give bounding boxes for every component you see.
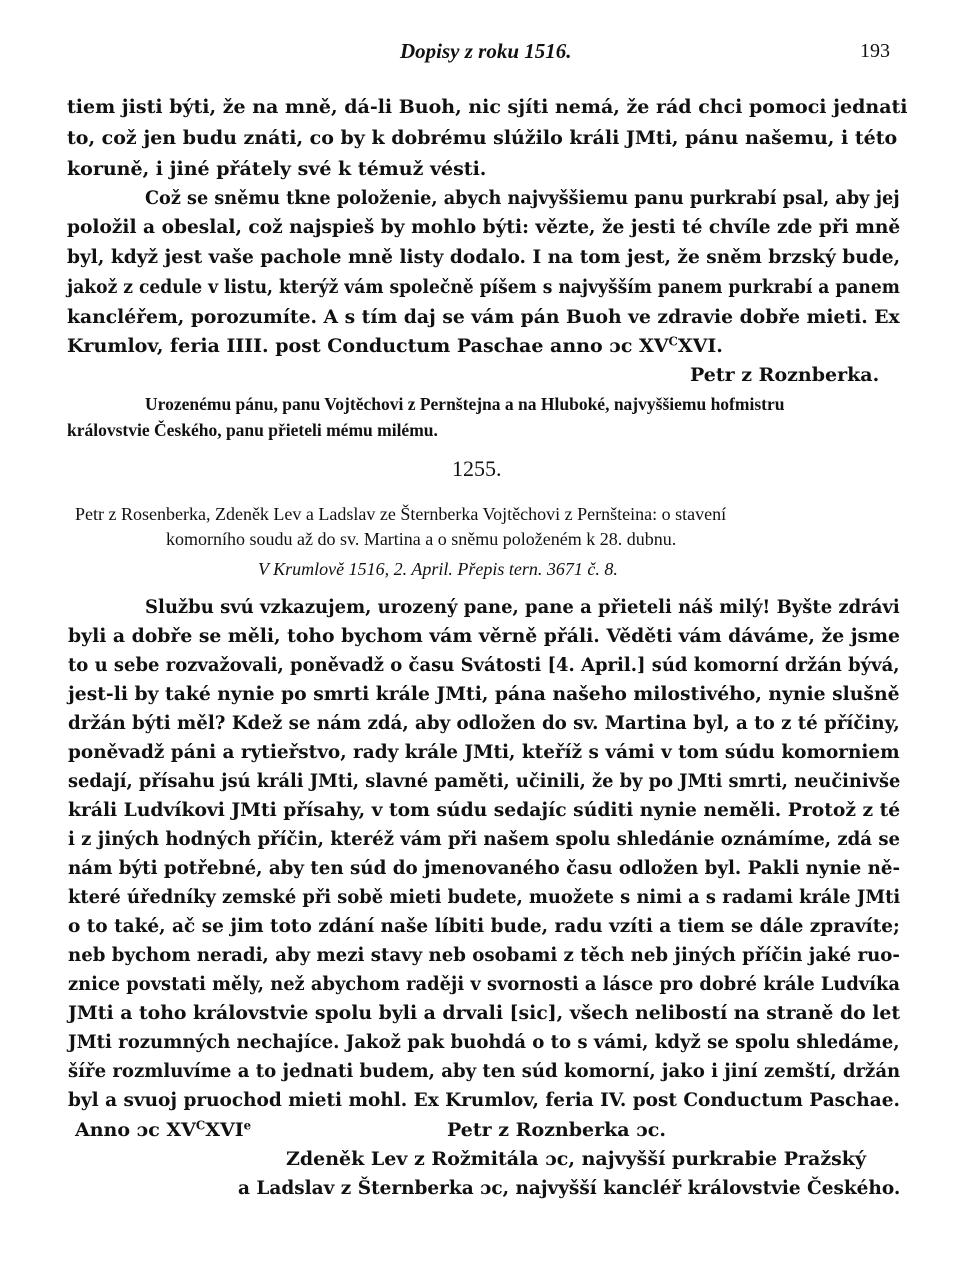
text-line: i z jiných hodných příčin, kteréž vám při našem spolu shledánie oznámíme, zdá se <box>68 828 901 850</box>
closing-date-superscript: C <box>195 1118 206 1133</box>
date-tail: XVI. <box>677 335 723 357</box>
regest-line: komorního soudu až do sv. Martina a o sněmu položeném k 28. dubnu. <box>166 529 677 549</box>
text-line: byl, když jest vaše pachole mně listy dodalo. I na tom jest, že sněm brzský bude, <box>67 246 901 268</box>
date-text: Krumlov, feria IIII. post Conductum Paschae anno ɔc XV <box>67 335 669 357</box>
text-line: byl a svuoj pruochod mieti mohl. Ex Krumlov, feria IV. post Conductum Paschae. <box>68 1089 900 1111</box>
regest-line: Petr z Rosenberka, Zdeněk Lev a Ladslav ze Šternberka Vojtěchovi z Pernšteina: o stavení <box>75 504 727 524</box>
closing-date <box>75 1119 251 1141</box>
text-line: byli a dobře se měli, toho bychom vám věrně přáli. Věděti vám dáváme, že jsme <box>68 625 900 647</box>
text-line: nám býti potřebné, aby ten súd do jmenovaného času odložen byl. Pakli nynie ně- <box>68 857 901 879</box>
text-line: šíře rozmluvíme a to jednati budem, aby ten súd komorní, jako i jiní zemští, držán <box>68 1060 901 1082</box>
text-line: to u sebe rozvažovali, poněvadž o času Svátosti [4. April.] súd komorní držán bývá, <box>68 654 900 676</box>
text-line: králi Ludvíkovi JMti přísahy, v tom súdu sedajíc súditi nynie neměli. Protož z té <box>68 799 901 821</box>
text-line: JMti rozumných nechajíce. Jakož pak buohdá o to s vámi, když se spolu shledáme, <box>68 1031 900 1053</box>
text-line: které úředníky zemské při sobě mieti budete, muožete s nimi a s radami krále JMti <box>68 886 901 908</box>
closing-date-tail: XVI <box>205 1119 244 1141</box>
text-line: jakož z cedule v listu, kterýž vám společně píšem s najvyšším panem purkrabí a panem <box>67 276 900 298</box>
letter-number: 1255. <box>452 456 502 481</box>
text-line: o to také, ač se jim toto zdání naše líbiti bude, radu vzíti a tiem se dále zpravíte; <box>68 915 900 937</box>
text-line: držán býti měl? Kdež se nám zdá, aby odložen do sv. Martina byl, a to z té příčiny, <box>68 712 900 734</box>
running-title: Dopisy z roku 1516. <box>400 39 572 63</box>
source-note: V Krumlově 1516, 2. April. Přepis tern. 3671 č. 8. <box>258 559 618 579</box>
signature-petr: Petr z Roznberka. <box>690 364 880 386</box>
paragraph-start-line: Službu svú vzkazujem, urozený pane, pane a přieteli náš milý! Byšte zdrávi <box>145 596 900 618</box>
signature-petr: Petr z Roznberka ɔc. <box>447 1119 666 1141</box>
text-line: kancléřem, porozumíte. A s tím daj se vám pán Buoh ve zdravie dobře mieti. Ex <box>67 306 900 328</box>
address-line: Urozenému pánu, panu Vojtěchovi z Pernštejna a na Hluboké, najvyššiemu hofmistru <box>145 394 785 414</box>
text-line: znice povstati měly, než abychom raději v svornosti a lásce pro dobré krále Ludvíka <box>68 973 900 995</box>
text-line: položil a obeslal, což najspieš by mohlo býti: vězte, že jesti té chvíle zde při mně <box>67 216 901 238</box>
text-line: poněvadž páni a rytieřstvo, rady krále JMti, kteříž s vámi v tom súdu komorniem <box>68 741 900 763</box>
text-line: tiem jisti býti, že na mně, dá-li Buoh, nic sjíti nemá, že rád chci pomoci jednati <box>67 96 908 118</box>
closing-date-text: Anno ɔc XV <box>75 1119 196 1141</box>
text-line: neb bychom neradi, aby mezi stavy neb osobami z těch neb jiných příčin jaké ruo- <box>68 944 900 966</box>
date-superscript: C <box>668 334 678 349</box>
text-line: jest-li by také nynie po smrti krále JMti, pána našeho milostivého, nynie slušně <box>68 683 900 705</box>
signature-zdenek: Zdeněk Lev z Rožmitála ɔc, najvyšší purkrabie Pražský <box>286 1148 867 1170</box>
closing-date-superscript-2: e <box>243 1118 252 1133</box>
signature-ladslav: a Ladslav z Šternberka ɔc, najvyšší kancléř královstvie Českého. <box>238 1177 901 1199</box>
page-number: 193 <box>860 40 890 62</box>
date-line <box>67 331 723 362</box>
address-line: královstvie Českého, panu přieteli mému milému. <box>67 420 438 440</box>
text-line: sedají, přísahu jsú králi JMti, slavné paměti, učinili, že by po JMti smrti, neučinivše <box>68 770 901 792</box>
text-line: JMti a toho královstvie spolu byli a drvali [sic], všech nelibostí na straně do let <box>68 1002 901 1024</box>
text-line: koruně, i jiné přátely své k témuž vésti. <box>67 158 487 180</box>
text-line: to, což jen budu znáti, co by k dobrému slúžilo králi JMti, pánu našemu, i této <box>67 127 898 149</box>
paragraph-start-line: Což se sněmu tkne položenie, abych najvyššiemu panu purkrabí psal, aby jej <box>145 187 900 209</box>
